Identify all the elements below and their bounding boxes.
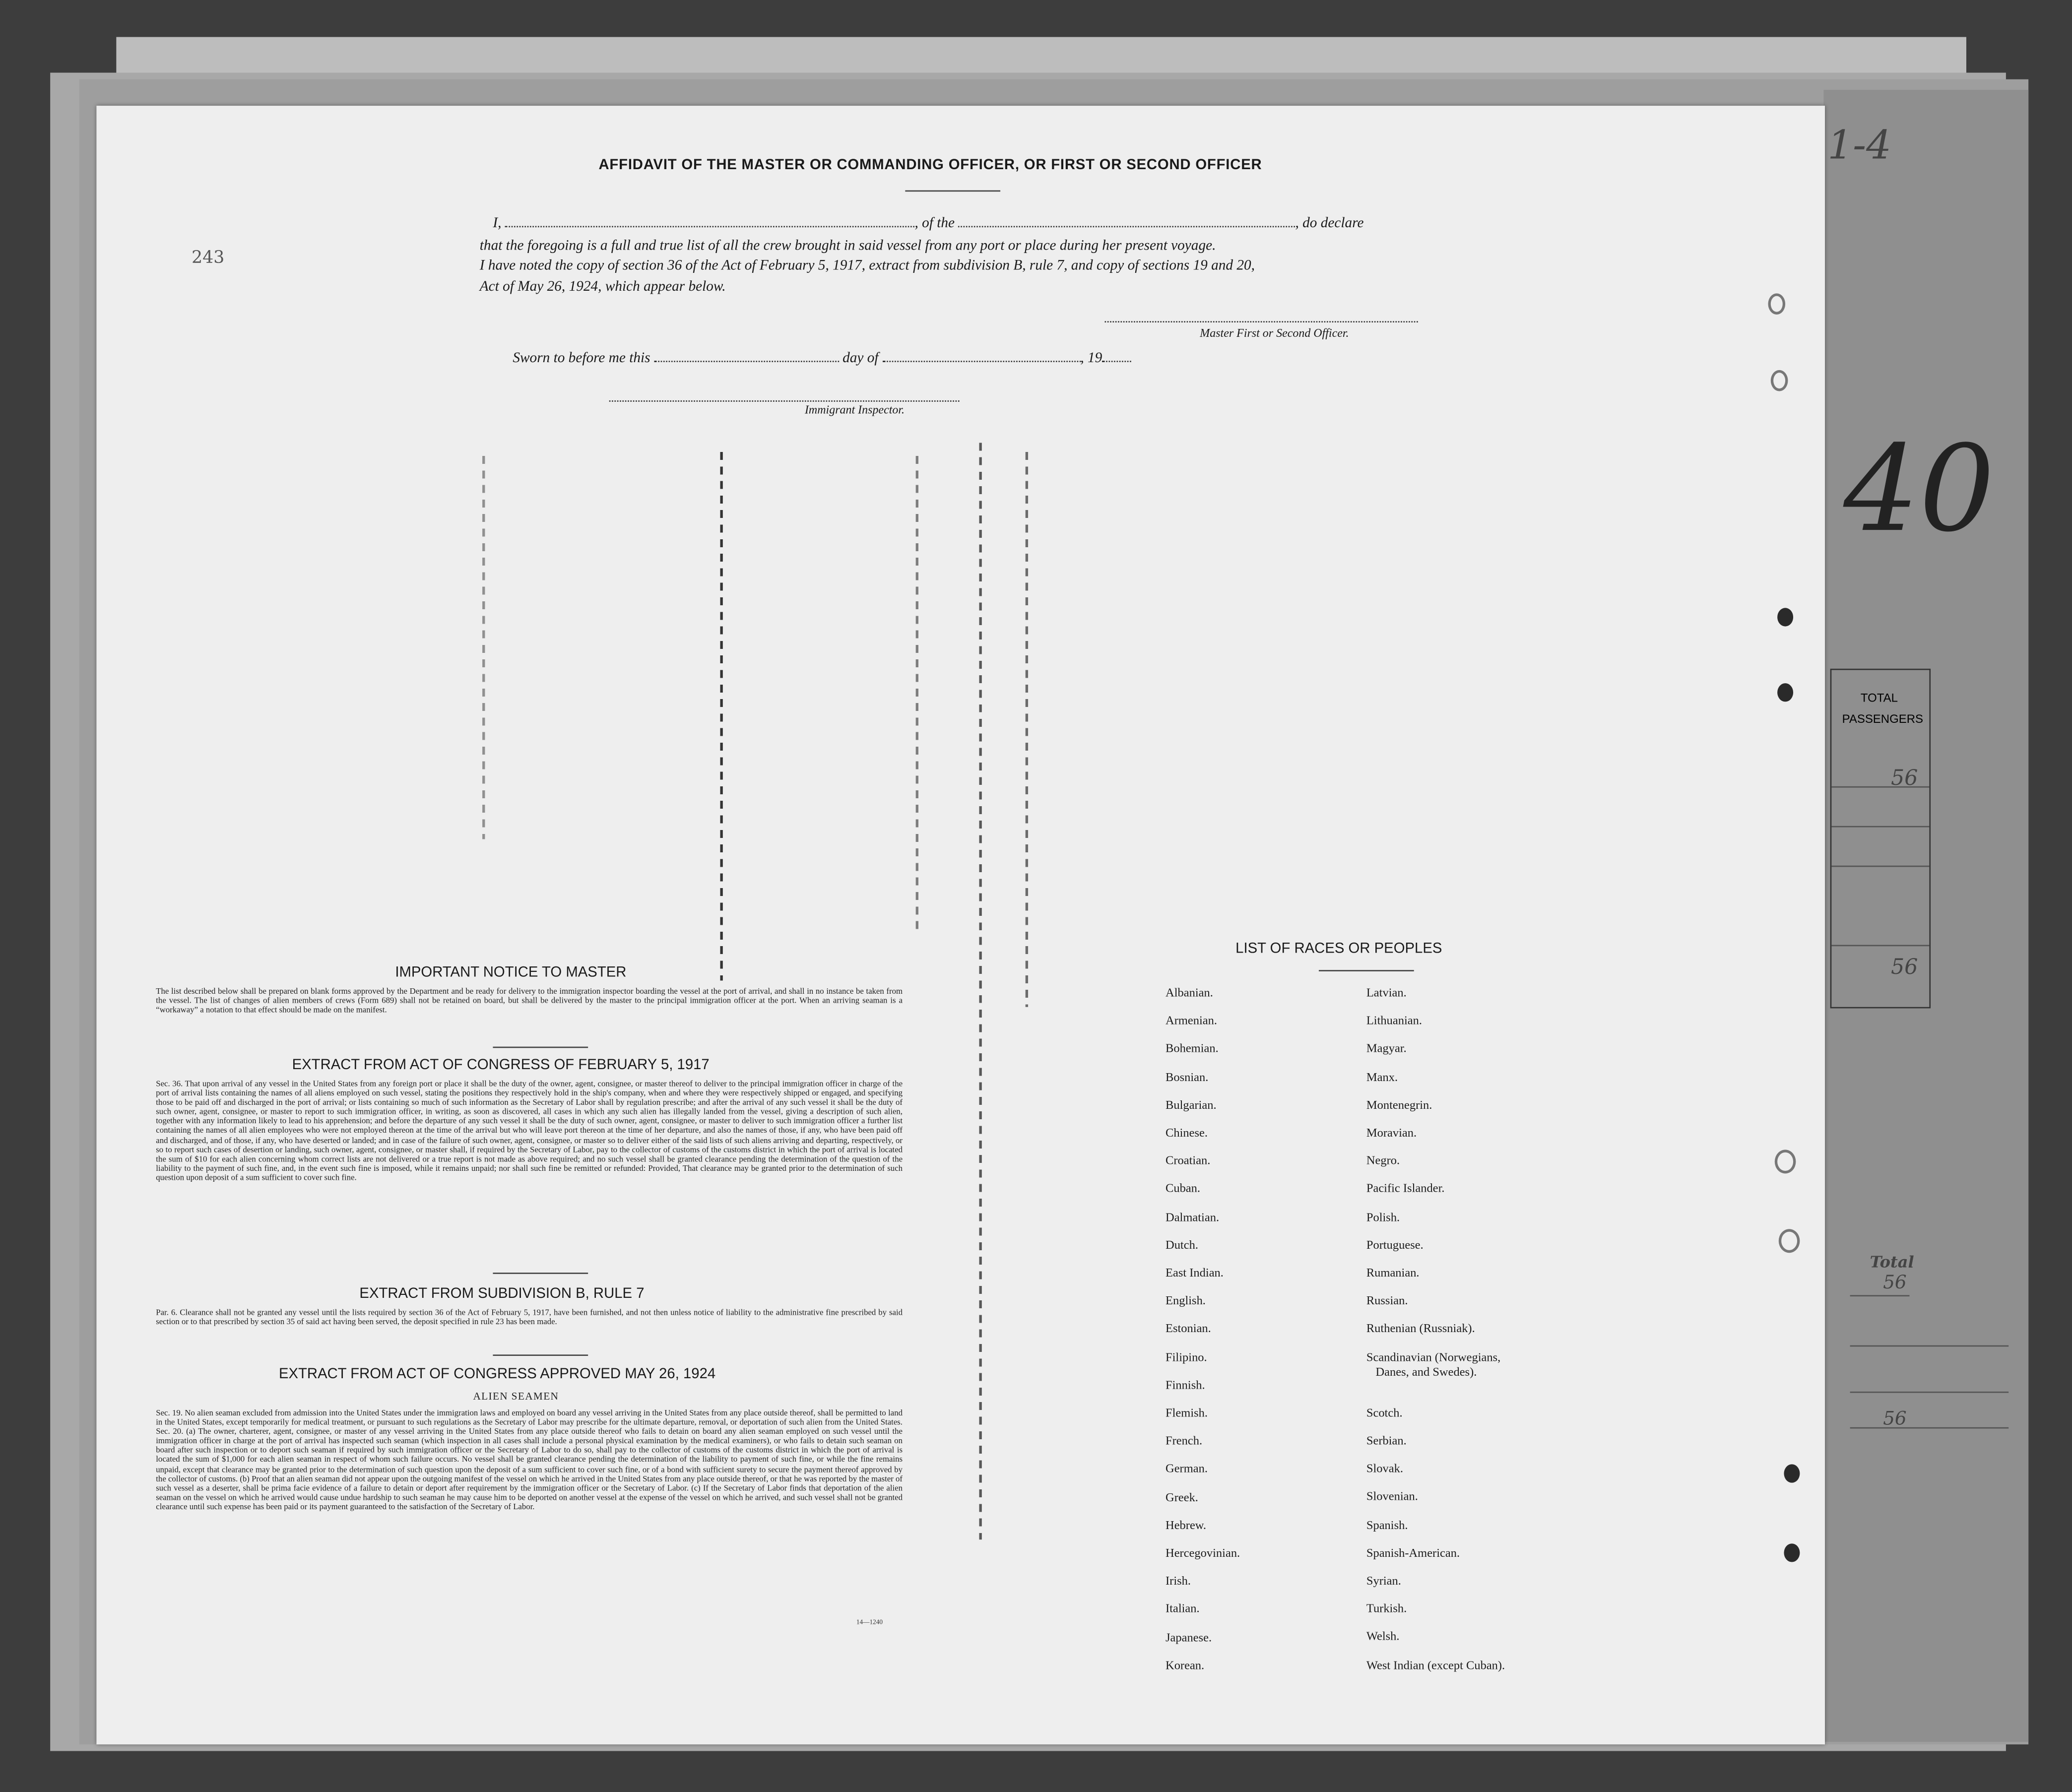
punch-hole	[1784, 1464, 1800, 1482]
sworn-label: Sworn to before me this	[513, 350, 650, 366]
race-item: Welsh.	[1366, 1630, 1400, 1644]
race-item: Scotch.	[1366, 1406, 1403, 1419]
extract-1924-title: EXTRACT FROM ACT OF CONGRESS APPROVED MAY 26, 1924	[278, 1366, 716, 1383]
divider	[493, 1273, 588, 1274]
punch-hole	[1775, 1150, 1796, 1173]
declare-label: , do declare	[1295, 215, 1364, 232]
master-signature-caption: Master First or Second Officer.	[1200, 326, 1349, 340]
affidavit-line-4: Act of May 26, 1924, which appear below.	[479, 279, 726, 295]
race-item: Ruthenian (Russniak).	[1366, 1322, 1475, 1336]
race-item: Latvian.	[1366, 986, 1407, 999]
race-item: Magyar.	[1366, 1042, 1407, 1055]
title-underline	[905, 191, 1000, 192]
race-item: Serbian.	[1366, 1434, 1407, 1447]
total-passengers-title: TOTAL	[1860, 691, 1898, 704]
races-title: LIST OF RACES OR PEOPLES	[1235, 941, 1442, 957]
punch-hole	[1777, 608, 1793, 626]
corner-note: 1-4	[1827, 123, 1892, 169]
race-item: Croatian.	[1166, 1153, 1211, 1167]
race-item: Bohemian.	[1166, 1042, 1219, 1055]
total-passengers-box	[1830, 669, 1931, 1009]
big-handwritten-mark: 40	[1843, 420, 1995, 559]
total-value: 56	[1883, 1273, 1907, 1294]
race-item: Polish.	[1366, 1210, 1400, 1223]
race-item: Pacific Islander.	[1366, 1182, 1445, 1196]
divider	[493, 1354, 588, 1356]
extract-1917-title: EXTRACT FROM ACT OF CONGRESS OF FEBRUARY 5, 1917	[292, 1057, 710, 1073]
race-item: Finnish.	[1166, 1378, 1205, 1392]
race-item: Armenian.	[1166, 1014, 1218, 1027]
total-label: Total	[1870, 1253, 1914, 1272]
race-item: Estonian.	[1166, 1322, 1211, 1336]
affidavit-line-2: that the foregoing is a full and true list of all the crew brought in said vessel from any port or place during her present voyage.	[479, 238, 1216, 254]
stamp-number: 243	[192, 248, 225, 268]
race-item: Japanese.	[1166, 1630, 1212, 1644]
race-item: Flemish.	[1166, 1406, 1208, 1419]
affidavit-title: AFFIDAVIT OF THE MASTER OR COMMANDING OFFICER, OR FIRST OR SECOND OFFICER	[598, 157, 1262, 173]
ghost-column-line	[979, 443, 982, 1539]
race-item: Spanish-American.	[1366, 1545, 1460, 1559]
race-item: Moravian.	[1366, 1126, 1417, 1140]
races-title-underline	[1319, 970, 1414, 971]
race-item: Negro.	[1366, 1153, 1400, 1167]
affidavit-line-1	[493, 215, 1363, 231]
ghost-column-line	[916, 456, 918, 932]
race-item: Dalmatian.	[1166, 1210, 1220, 1223]
ghost-column-line	[482, 456, 485, 839]
notice-title: IMPORTANT NOTICE TO MASTER	[395, 964, 627, 981]
sworn-month-field[interactable]	[882, 360, 1080, 362]
race-item: Bulgarian.	[1166, 1097, 1217, 1111]
of-the-label: , of the	[914, 215, 955, 232]
underlying-manifest-sheet	[1823, 90, 2028, 1742]
punch-hole	[1768, 293, 1785, 315]
race-item: Lithuanian.	[1366, 1014, 1423, 1027]
race-item: Chinese.	[1166, 1126, 1208, 1140]
inspector-signature-field[interactable]	[609, 399, 960, 401]
race-item: Cuban.	[1166, 1182, 1201, 1196]
extract-1924-body: Sec. 19. No alien seaman excluded from admission into the United States under the immigration laws and employed on board any vessel arriving in the United States from any place outside thereof, shall be permitted to land in the United States, except temporarily for medical treatment, or pursuant to such regulations as the Secretary of Labor may prescribe for the ultimate departure, removal, or deportation of such alien from the United States. Sec. 20. (a) The owner, charterer, agent, consignee, or master of any vessel arriving in the United States from any place outside thereof who fails to detain on board any alien seaman employed on such vessel until the immigration officer in charge at the port of arrival has inspected such seaman (which inspection in all cases shall include a personal physical examination by the medical examiners), or who fails to detain such seaman on board after such inspection or to deport such seaman if required by such immigration officer or the Secretary of Labor to do so, shall pay to the collector of customs of the customs district in which the port of arrival is located the sum of $1,000 for each alien seaman in respect of whom such failure occurs. No vessel shall be granted clearance pending the determination of the liability to payment of such fine, or while the fine remains unpaid, except that clearance may be granted prior to the determination of such question upon the deposit of a sum sufficient to cover such fine, or of a bond with sufficient surety to secure the payment thereof approved by the collector of customs. (b) Proof that an alien seaman did not appear upon the outgoing manifest of the vessel on which he arrived in the United States from any place outside thereof, or that he was reported by the master of such vessel as a deserter, shall be prima facie evidence of a failure to detain or deport after requirement by the immigration officer or the Secretary of Labor. (c) If the Secretary of Labor finds that deportation of the alien seaman on the vessel on which he arrived would cause undue hardship to such seaman he may cause him to be deported on another vessel at the expense of the vessel on which he arrived, and such vessel shall not be granted clearance until such expense has been paid or its payment guaranteed to the satisfaction of the Secretary of Labor.	[156, 1408, 903, 1512]
race-item: Hebrew.	[1166, 1518, 1207, 1532]
affidavit-line-3: I have noted the copy of section 36 of the Act of February 5, 1917, extract from subdivision B, rule 7, and copy of sections 19 and 20,	[479, 257, 1255, 274]
race-item: Hercegovinian.	[1166, 1546, 1240, 1560]
name-field[interactable]	[505, 225, 915, 227]
race-item: Spanish.	[1366, 1518, 1408, 1532]
race-item: Slovak.	[1366, 1462, 1403, 1475]
i-label: I,	[493, 215, 502, 232]
race-item: Syrian.	[1366, 1574, 1401, 1588]
inspector-caption: Immigrant Inspector.	[804, 403, 905, 417]
extract-rule7-body: Par. 6. Clearance shall not be granted any vessel until the lists required by section 36 of the Act of February 5, 1917, have been furnished, and not then unless notice of liability to the administrative fine prescribed by said section or to that prescribed by section 35 of said act having been served, the deposit specified in rule 23 has been made.	[156, 1308, 903, 1327]
punch-hole	[1779, 1229, 1800, 1253]
race-item: Russian.	[1366, 1294, 1408, 1307]
extract-1917-body: Sec. 36. That upon arrival of any vessel in the United States from any foreign port or place it shall be the duty of the owner, agent, consignee, or master thereof to deliver to the principal immigration officer in charge of the port of arrival lists containing the names of all aliens employed on such vessel, stating the positions they respectively hold in the ship's company, when and where they were respectively shipped or engaged, and specifying those to be paid off and discharged in the port of arrival; or lists containing so much of such information as the Secretary of Labor shall by regulation prescribe; and after the arrival of any such vessel it shall be the duty of such owner, agent, consignee, or master to report to such immigration officer, in writing, as soon as discovered, all cases in which any such alien has illegally landed from the vessel, giving a description of such alien, together with any information likely to lead to his apprehension; and before the departure of any such vessel it shall be the duty of such owner, agent, consignee, or master to deliver to such immigration officer a further list containing the names of all alien employees who were not employed thereon at the time of the arrival but who will leave port thereon at the time of her departure, and also the names of those, if any, who have been paid off and discharged, and of those, if any, who have deserted or landed; and in case of the failure of such owner, agent, consignee, or master so to deliver either of the said lists of such aliens arriving and departing, respectively, or so to report such cases of desertion or landing, such owner, agent, consignee, or master shall, if required by the Secretary of Labor, pay to the collector of customs of the customs district in which the port of arrival is located the sum of $10 for each alien concerning whom correct lists are not delivered or a true report is not made as above required; and no such vessel shall be granted clearance pending the determination of the question of the liability to the payment of such fine, and, in the event such fine is imposed, while it remains unpaid; nor shall such fine be remitted or refunded: Provided, That clearance may be granted prior to the determination of such question upon deposit of a sum sufficient to cover such fine.	[156, 1080, 903, 1183]
race-item: East Indian.	[1166, 1266, 1224, 1280]
divider	[493, 1047, 588, 1048]
ghost-column-line	[720, 452, 722, 980]
race-item: West Indian (except Cuban).	[1366, 1658, 1505, 1671]
form-number: 14—1240	[856, 1620, 883, 1627]
total-passengers-subtitle: PASSENGERS	[1842, 712, 1924, 726]
race-item: Manx.	[1366, 1070, 1398, 1084]
total-passengers-value-bottom: 56	[1891, 954, 1918, 979]
race-item: English.	[1166, 1294, 1206, 1307]
punch-hole	[1777, 683, 1793, 702]
race-item: Bosnian.	[1166, 1070, 1209, 1084]
year-label: , 19	[1080, 350, 1102, 366]
punch-hole	[1784, 1543, 1800, 1562]
race-item: Turkish.	[1366, 1601, 1407, 1615]
race-item: Slovenian.	[1366, 1490, 1418, 1503]
race-item: Dutch.	[1166, 1238, 1198, 1251]
affidavit-page	[96, 106, 1825, 1744]
race-item: Italian.	[1166, 1602, 1200, 1616]
punch-hole	[1771, 370, 1788, 391]
master-signature-field[interactable]	[1105, 320, 1418, 322]
total-passengers-value-top: 56	[1891, 765, 1918, 790]
race-item: Filipino.	[1166, 1350, 1207, 1363]
race-item: Albanian.	[1166, 986, 1213, 999]
day-of-label: day of	[842, 350, 879, 366]
race-item: German.	[1166, 1462, 1208, 1475]
sworn-year-field[interactable]	[1102, 360, 1131, 362]
race-item: Portuguese.	[1366, 1238, 1424, 1251]
sworn-line	[513, 350, 1131, 366]
race-item: French.	[1166, 1434, 1203, 1448]
race-item: Irish.	[1166, 1574, 1191, 1588]
race-item: Greek.	[1166, 1490, 1198, 1504]
ghost-column-line	[1026, 452, 1028, 1007]
extract-rule7-title: EXTRACT FROM SUBDIVISION B, RULE 7	[359, 1285, 645, 1302]
extract-1924-subtitle: ALIEN SEAMEN	[473, 1390, 559, 1403]
sworn-day-field[interactable]	[654, 360, 839, 362]
race-item: Rumanian.	[1366, 1266, 1420, 1280]
race-item: Danes, and Swedes).	[1375, 1365, 1477, 1378]
notice-body: The list described below shall be prepared on blank forms approved by the Department and be ready for delivery to the immigration inspector boarding the vessel at the port of arrival, and shall in no instance be taken from the vessel. The list of changes of alien members of crews (Form 689) shall not be retained on board, but shall be delivered by the master to the principal immigration officer at the port. When an arriving seaman is a “workaway” a notation to that effect should be made on the manifest.	[156, 987, 903, 1016]
race-item: Scandinavian (Norwegians,	[1366, 1350, 1501, 1363]
race-item: Korean.	[1166, 1658, 1205, 1672]
race-item: Montenegrin.	[1366, 1097, 1432, 1111]
total-value-2: 56	[1883, 1408, 1907, 1430]
vessel-field[interactable]	[958, 225, 1295, 227]
